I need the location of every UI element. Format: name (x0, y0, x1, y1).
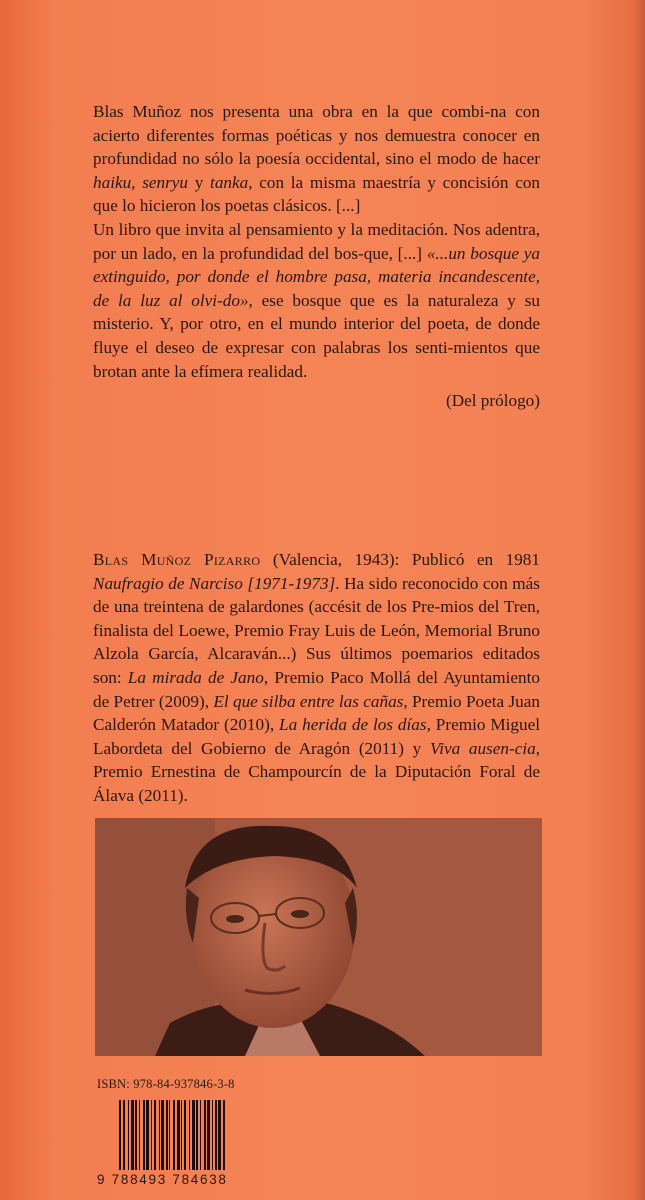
prologue-credit: (Del prólogo) (445, 391, 540, 411)
barcode-digits: 9 788493 784638 (97, 1172, 228, 1187)
author-portrait-illustration (95, 818, 542, 1056)
author-bio-paragraph: Blas Muñoz Pizarro (Valencia, 1943): Publicó en 1981 Naufragio de Narciso [1971-1973]. Ha sido reconocido con más de una treintena de galardones (accésit de los Pre-mios del Tren, finalista del Loewe, Premio Fray Luis de León, Memorial Bruno Alzola García, Alcaraván...) Sus últimos poemarios editados son: La mirada de Jano, Premio Paco Mollá del Ayuntamiento de Petrer (2009), El que silba entre las cañas, Premio Poeta Juan Calderón Matador (2010), La herida de los días, Premio Miguel Labordeta del Gobierno de Aragón (2011) y Viva ausen-cia, Premio Ernestina de Champourcín de la Diputación Foral de Álava (2011). (93, 550, 540, 805)
isbn-label: ISBN: 978-84-937846-3-8 (97, 1077, 235, 1091)
prologue-paragraph-2: Un libro que invita al pensamiento y la meditación. Nos adentra, por un lado, en la profundidad del bos-que, [...] «...un bosque ya extinguido, por donde el hombre pasa, materia incandescente, de la luz al olvi-do», ese bosque que es la naturaleza y su misterio. Y, por otro, en el mundo interior del poeta, de donde fluye el deseo de expresar con palabras los senti-mientos que brotan ante la efímera realidad. (93, 219, 541, 381)
prologue-excerpt (93, 100, 540, 413)
author-bio (93, 548, 540, 808)
author-name: Blas Muñoz Pizarro (93, 550, 261, 569)
barcode-bars (119, 1100, 269, 1170)
cover-edge (635, 0, 645, 1200)
barcode (97, 1100, 272, 1192)
prologue-paragraph-1: Blas Muñoz nos presenta una obra en la que combi-na con acierto diferentes formas poéticas y nos demuestra conocer en profundidad no sólo la poesía occidental, sino el modo de hacer haiku, senryu y tanka, con la misma maestría y concisión con que lo hicieron los poetas clásicos. [...] (93, 102, 541, 216)
author-photo (95, 818, 542, 1056)
